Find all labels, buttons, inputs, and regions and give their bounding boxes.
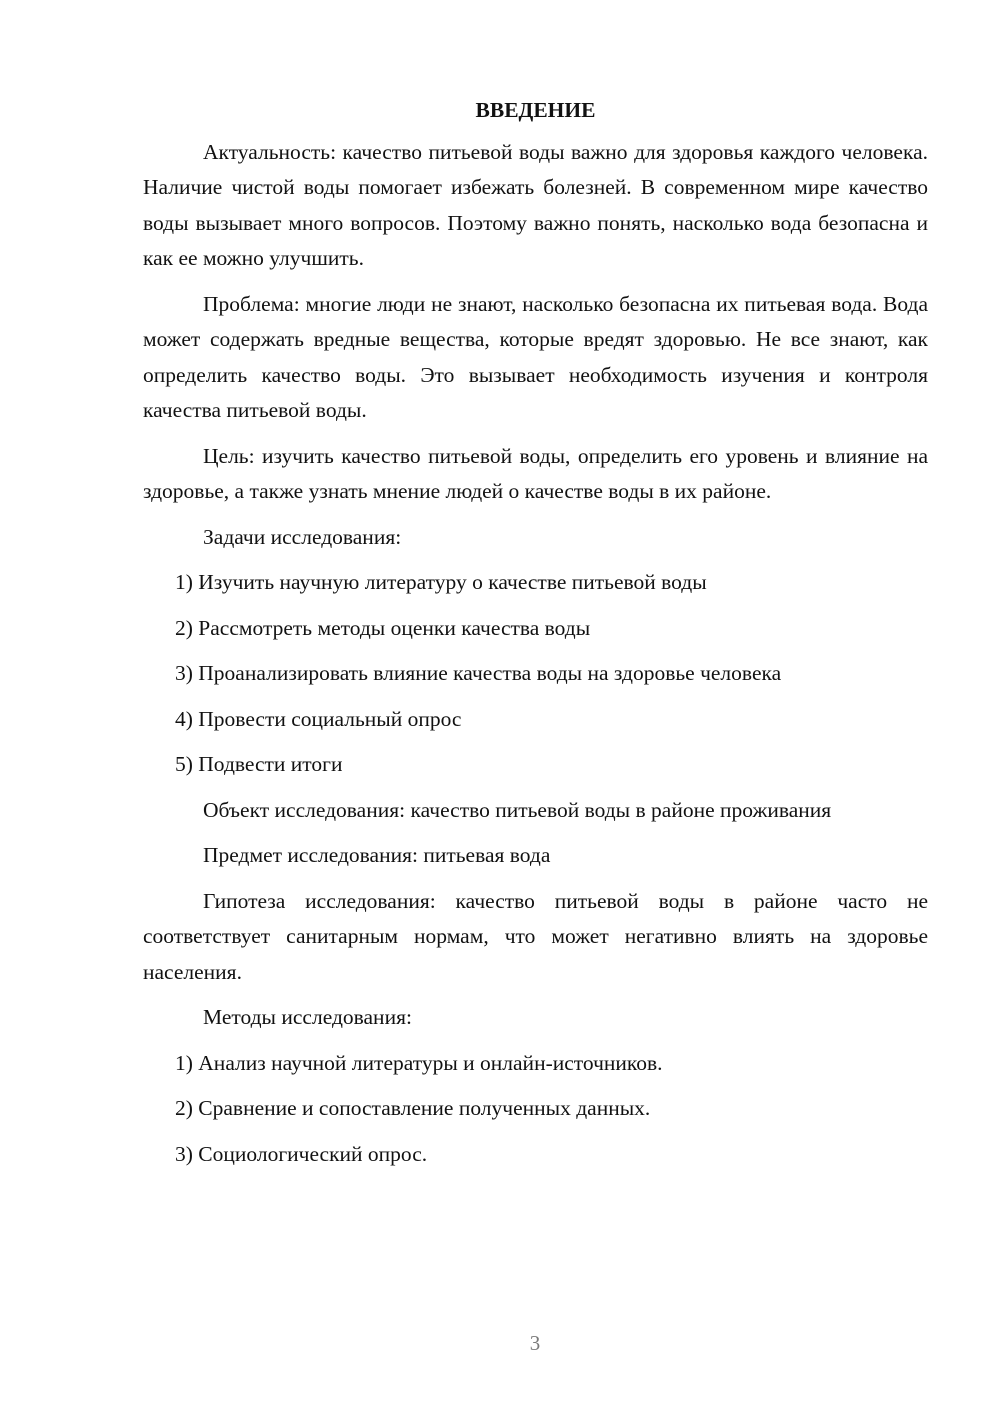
paragraph-goal: Цель: изучить качество питьевой воды, определить его уровень и влияние на здоровье, а также узнать мнение людей о качестве воды в их районе. bbox=[143, 443, 928, 503]
list-item: 4) Провести социальный опрос bbox=[175, 706, 462, 731]
methods-heading: Методы исследования: bbox=[203, 1005, 412, 1029]
paragraph-hypothesis: Гипотеза исследования: качество питьевой воды в районе часто не соответствует санитарным нормам, что может негативно влиять на здоровье населения. bbox=[143, 888, 928, 984]
list-item: 1) Изучить научную литературу о качестве питьевой воды bbox=[175, 570, 707, 594]
list-item: 5) Подвести итоги bbox=[175, 752, 343, 776]
page-content bbox=[143, 93, 928, 1172]
tasks-list bbox=[143, 565, 928, 783]
methods-list bbox=[143, 1046, 928, 1173]
tasks-heading: Задачи исследования: bbox=[203, 524, 402, 549]
paragraph-relevance: Актуальность: качество питьевой воды важно для здоровья каждого человека. Наличие чистой воды помогает избежать болезней. В современном мире качество воды вызывает много вопросов. Поэтому важно понять, насколько вода безопасна и как ее можно улучшить. bbox=[143, 139, 928, 270]
list-item: 2) Сравнение и сопоставление полученных данных. bbox=[175, 1096, 651, 1120]
paragraph-problem: Проблема: многие люди не знают, насколько безопасна их питьевая вода. Вода может содержать вредные вещества, которые вредят здоровью. Не все знают, как определить качество воды. Это вызывает необходимость изучения и контроля качества питьевой воды. bbox=[143, 291, 928, 422]
list-item: 3) Социологический опрос. bbox=[175, 1141, 428, 1166]
section-title: ВВЕДЕНИЕ bbox=[475, 98, 596, 122]
list-item: 3) Проанализировать влияние качества воды на здоровье человека bbox=[175, 661, 782, 685]
page-number: 3 bbox=[529, 1331, 541, 1355]
list-item: 2) Рассмотреть методы оценки качества воды bbox=[175, 615, 591, 640]
paragraph-subject: Предмет исследования: питьевая вода bbox=[203, 843, 551, 867]
list-item: 1) Анализ научной литературы и онлайн-источников. bbox=[175, 1050, 663, 1075]
paragraph-object: Объект исследования: качество питьевой воды в районе проживания bbox=[203, 797, 832, 822]
